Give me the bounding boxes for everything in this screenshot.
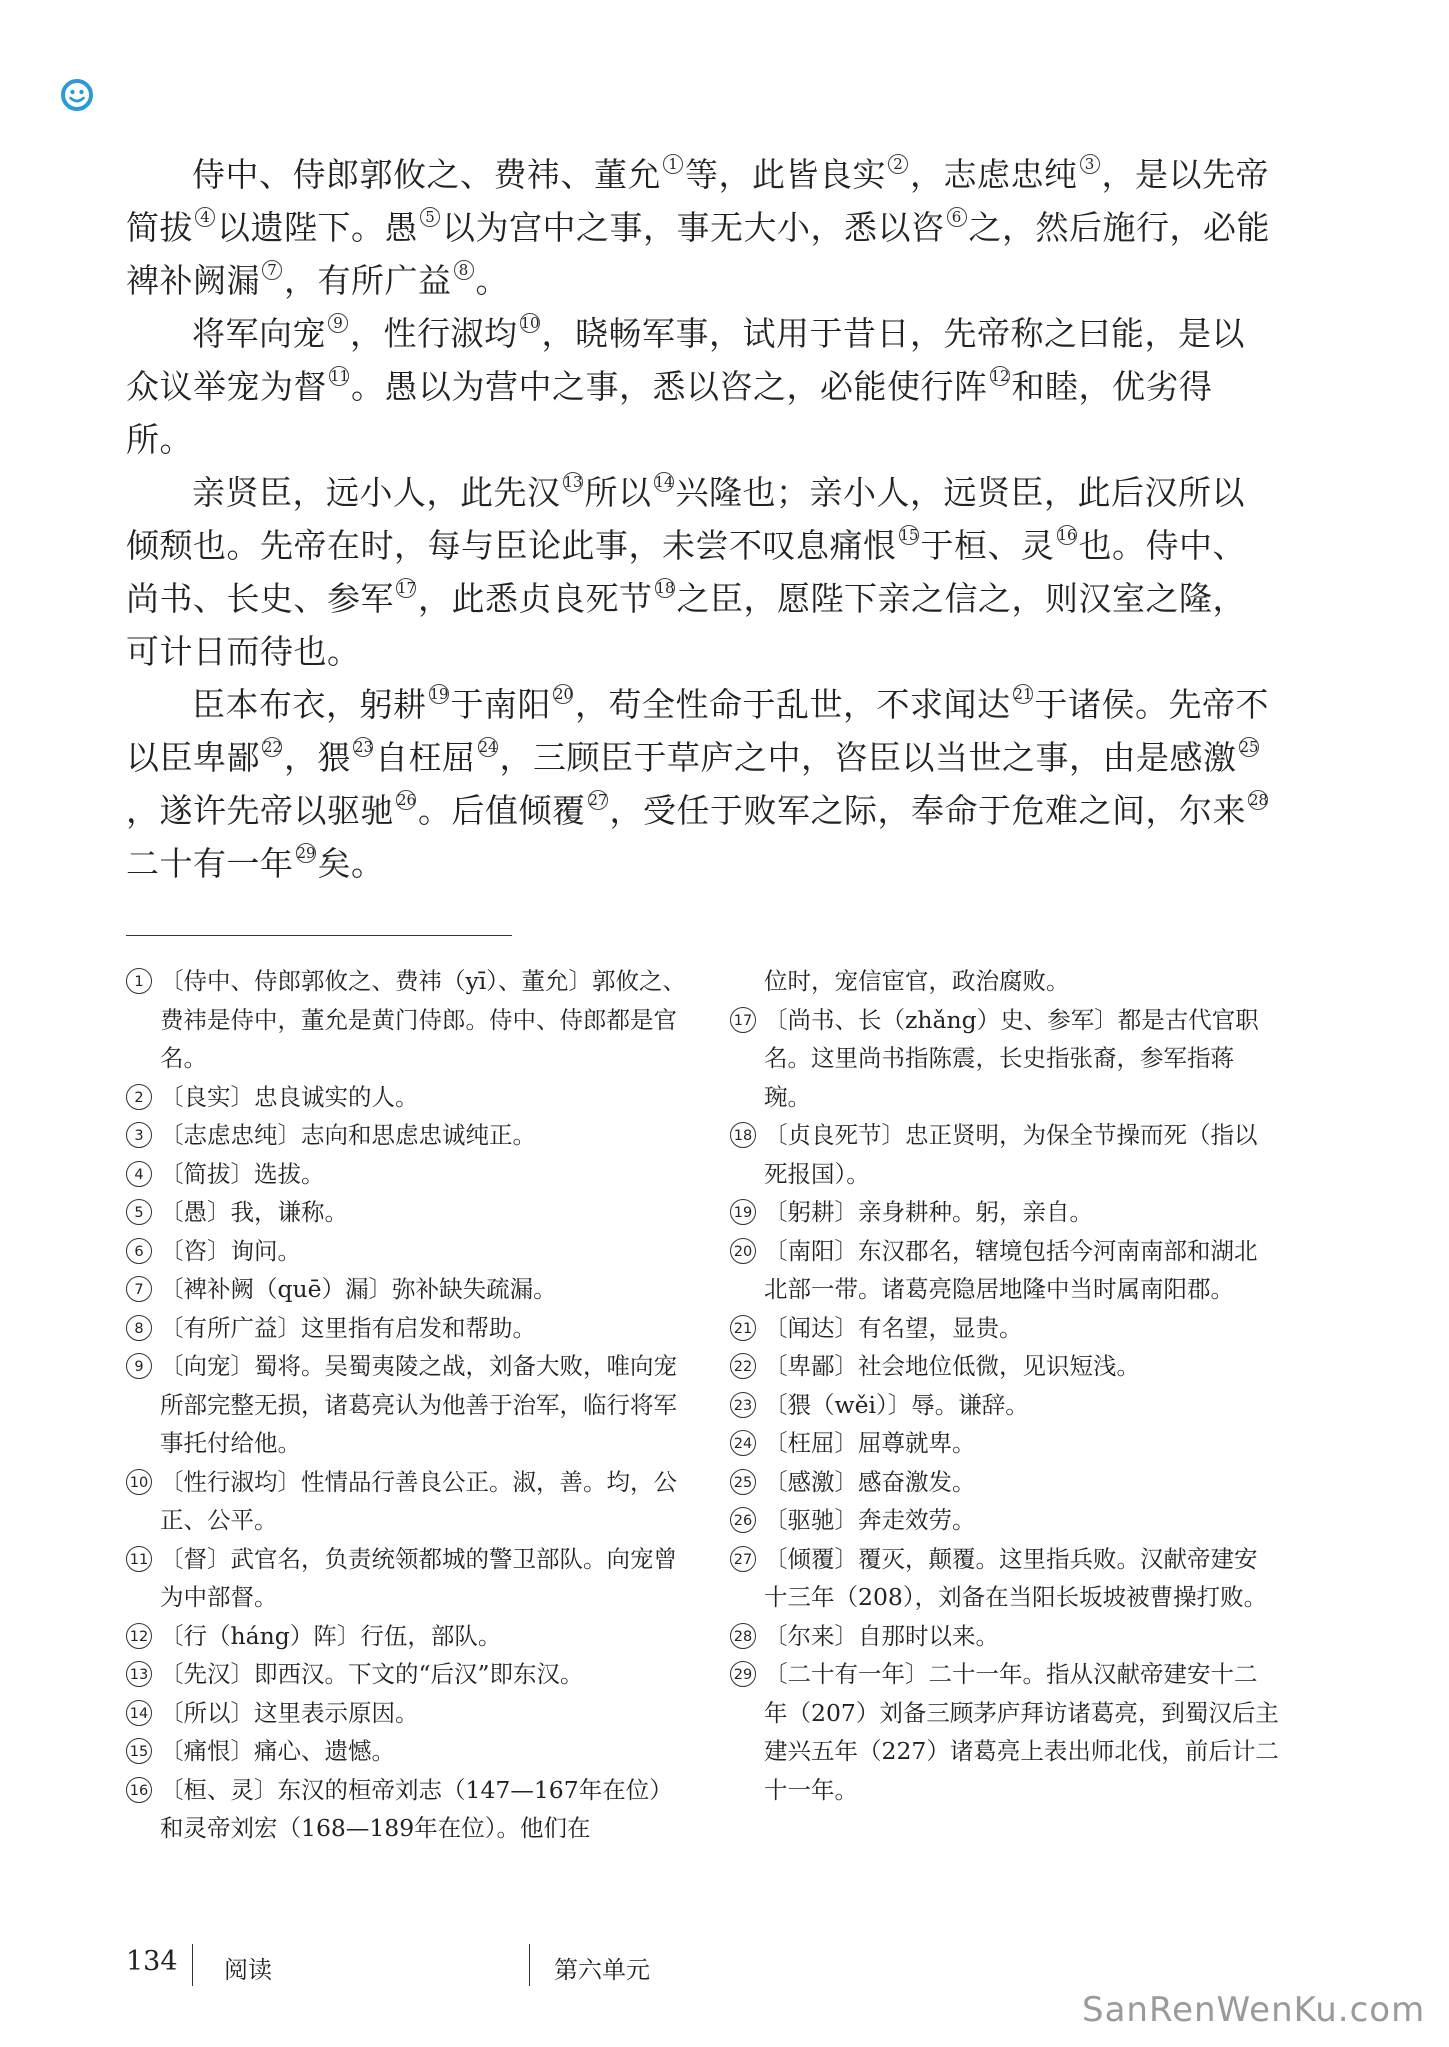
footnote-number: 7 (126, 1276, 152, 1302)
footnote-text: 位时，宠信宦官，政治腐败。 (764, 967, 1070, 995)
main-text (126, 148, 1270, 890)
body-text: ，猥 (284, 738, 351, 777)
footnote-text: 〔所以〕这里表示原因。 (160, 1698, 419, 1727)
footnote-number: 29 (730, 1661, 756, 1687)
body-text: 自枉屈 (375, 738, 476, 777)
body-text: ，遂许先帝以驱驰 (126, 791, 394, 830)
footnote-number: 4 (126, 1161, 152, 1187)
footnote-item (730, 1617, 1280, 1656)
footnote-item (126, 1694, 688, 1733)
footnote-marker: 3 (1080, 154, 1100, 174)
footnote-marker: 12 (990, 367, 1010, 385)
footnotes-right-column (730, 962, 1280, 1809)
page-number: 134 (126, 1946, 178, 1977)
footnote-text: 〔先汉〕即西汉。下文的“后汉”即东汉。 (160, 1660, 584, 1688)
footnote-item (126, 1270, 688, 1309)
footer-divider (529, 1944, 530, 1986)
footnote-text: 〔简拔〕选拔。 (160, 1159, 325, 1188)
footnote-number: 9 (126, 1353, 152, 1379)
footnote-marker: 11 (330, 367, 350, 385)
body-paragraph (126, 678, 1270, 890)
footnote-item (126, 1232, 688, 1271)
body-text: ，受任于败军之际，奉命于危难之间，尔来 (609, 791, 1246, 830)
footnote-number: 11 (126, 1546, 152, 1572)
footnote-item (730, 1193, 1280, 1232)
footnote-marker: 18 (655, 579, 675, 597)
footnote-item (730, 962, 1280, 1001)
footnote-text: 〔裨补阙（quē）漏〕弥补缺失疏漏。 (160, 1275, 557, 1303)
page-footer (126, 1944, 686, 1988)
footnote-text: 〔猥（wěi）〕辱。谦辞。 (764, 1390, 1029, 1419)
footnote-text: 〔志虑忠纯〕志向和思虑忠诚纯正。 (160, 1121, 536, 1149)
footnote-marker: 23 (354, 738, 374, 756)
footnote-marker: 1 (663, 154, 683, 174)
footnote-item (730, 1001, 1280, 1117)
footnote-text: 〔卑鄙〕社会地位低微，见识短浅。 (764, 1352, 1140, 1380)
footnote-text: 〔侍中、侍郎郭攸之、费祎（yī）、董允〕郭攸之、费祎是侍中，董允是黄门侍郎。侍中、侍郎都是官名。 (160, 967, 687, 1072)
body-text: ，志虑忠纯 (910, 155, 1078, 194)
footnote-text: 〔咨〕询问。 (160, 1236, 301, 1265)
footnote-item (126, 1155, 688, 1194)
footnote-text: 〔痛恨〕痛心、遗憾。 (160, 1737, 395, 1765)
body-text: 兴隆也；亲小人，远贤臣，此后汉所以倾颓也。先帝在时，每与臣论此事，未尝不叹息痛恨 (126, 473, 1245, 565)
body-paragraph (126, 148, 1270, 307)
footnote-text: 〔枉屈〕屈尊就卑。 (764, 1429, 976, 1457)
footnote-number: 6 (126, 1238, 152, 1264)
body-text: 之臣，愿陛下亲之信之，则汉室之隆，可计日而待也。 (126, 579, 1246, 671)
footnote-number: 8 (126, 1315, 152, 1341)
footnote-marker: 6 (947, 207, 967, 227)
footnote-marker: 26 (397, 791, 417, 809)
body-text: 矣。 (317, 844, 385, 883)
footnote-item (126, 1463, 688, 1540)
footer-divider (192, 1944, 193, 1986)
footnote-number: 14 (126, 1700, 152, 1726)
body-text: 之，然后施行，必能裨补阙漏 (126, 208, 1270, 300)
footnote-marker: 15 (899, 526, 919, 544)
body-text: 所以 (584, 473, 652, 512)
footnote-item (730, 1463, 1280, 1502)
footnote-item (126, 1347, 688, 1463)
footnote-marker: 21 (1013, 685, 1033, 703)
body-text: 。后值倾覆 (418, 791, 586, 830)
footnote-item (730, 1309, 1280, 1348)
footnote-number: 10 (126, 1469, 152, 1495)
footnote-marker: 8 (454, 260, 474, 280)
body-text: 于诸侯。先帝不以臣卑鄙 (126, 685, 1269, 777)
body-text: 于南阳 (450, 685, 551, 724)
body-paragraph (126, 466, 1270, 678)
footnote-marker: 10 (520, 314, 540, 332)
footnote-item (126, 1732, 688, 1771)
footnote-item (730, 1501, 1280, 1540)
footnote-item (730, 1347, 1280, 1386)
footnote-marker: 20 (554, 685, 574, 703)
footnote-marker: 17 (397, 579, 417, 597)
footnote-text: 〔性行淑均〕性情品行善良公正。淑，善。均，公正、公平。 (160, 1467, 677, 1534)
footnote-number: 28 (730, 1623, 756, 1649)
footnote-number (730, 968, 756, 994)
footnote-text: 〔行（háng）阵〕行伍，部队。 (160, 1621, 502, 1650)
footnote-item (126, 1078, 688, 1117)
footnote-number: 23 (730, 1392, 756, 1418)
footnote-number: 27 (730, 1546, 756, 1572)
footnote-number: 1 (126, 968, 152, 994)
body-text: ，是以先帝简拔 (126, 155, 1269, 247)
footnote-marker: 19 (429, 685, 449, 703)
footnote-text: 〔督〕武官名，负责统领都城的警卫部队。向宠曾为中部督。 (160, 1544, 677, 1611)
body-text: ，苟全性命于乱世，不求闻达 (575, 685, 1011, 724)
section-label: 阅读 (224, 1956, 272, 1984)
footnote-text: 〔良实〕忠良诚实的人。 (160, 1082, 419, 1111)
footnote-item (126, 1771, 688, 1848)
footnote-number: 20 (730, 1238, 756, 1264)
body-text: ，晓畅军事，试用于昔日，先帝称之曰能，是以众议举宠为督 (126, 314, 1245, 406)
body-text: ，性行淑均 (350, 314, 518, 353)
footnote-marker: 27 (588, 791, 608, 809)
body-text: ，三顾臣于草庐之中，咨臣以当世之事，由是感激 (499, 738, 1237, 777)
body-text: ，此悉贞良死节 (418, 579, 653, 618)
footnote-number: 3 (126, 1122, 152, 1148)
footnote-text: 〔贞良死节〕忠正贤明，为保全节操而死（指以死报国）。 (764, 1121, 1258, 1188)
footnote-text: 〔愚〕我，谦称。 (160, 1198, 348, 1226)
footnote-marker: 2 (888, 154, 908, 174)
footnote-number: 13 (126, 1661, 152, 1687)
footnote-item (126, 1617, 688, 1656)
body-text: 侍中、侍郎郭攸之、费祎、董允 (192, 155, 661, 194)
footnote-text: 〔躬耕〕亲身耕种。躬，亲自。 (764, 1198, 1093, 1226)
footnote-number: 24 (730, 1430, 756, 1456)
footnote-marker: 25 (1239, 738, 1259, 756)
footnote-marker: 9 (328, 313, 348, 333)
body-text: 臣本布衣，躬耕 (192, 685, 427, 724)
footnote-number: 12 (126, 1623, 152, 1649)
footnote-marker: 13 (563, 473, 583, 491)
footnote-item (730, 1655, 1280, 1809)
footnote-number: 2 (126, 1084, 152, 1110)
footnote-marker: 28 (1249, 791, 1269, 809)
footnote-text: 〔尔来〕自那时以来。 (764, 1621, 999, 1650)
unit-label: 第六单元 (554, 1956, 650, 1984)
footnote-marker: 16 (1057, 526, 1077, 544)
footnote-item (126, 1309, 688, 1348)
footnote-text: 〔尚书、长（zhǎng）史、参军〕都是古代官职名。这里尚书指陈震，长史指张裔，参军指蒋琬。 (764, 1005, 1259, 1111)
footnotes-left-column (126, 962, 688, 1848)
footnote-text: 〔闻达〕有名望，显贵。 (764, 1313, 1023, 1342)
footnote-item (126, 1193, 688, 1232)
footnote-number: 17 (730, 1007, 756, 1033)
footnote-item (730, 1540, 1280, 1617)
footnote-marker: 7 (262, 260, 282, 280)
footnote-marker: 4 (195, 207, 215, 227)
footnote-marker: 24 (478, 738, 498, 756)
body-text: 等，此皆良实 (685, 155, 886, 194)
body-text: 以遗陛下。愚 (217, 208, 418, 247)
footnote-item (730, 1424, 1280, 1463)
footnote-text: 〔桓、灵〕东汉的桓帝刘志（147—167年在位）和灵帝刘宏（168—189年在位）。他们在 (160, 1775, 673, 1842)
body-text: 将军向宠 (192, 314, 326, 353)
footnote-text: 〔南阳〕东汉郡名，辖境包括今河南南部和湖北北部一带。诸葛亮隐居地隆中当时属南阳郡。 (764, 1236, 1258, 1303)
footnote-item (730, 1232, 1280, 1309)
footnote-number: 21 (730, 1315, 756, 1341)
footnote-marker: 22 (263, 738, 283, 756)
body-text: 于桓、灵 (920, 526, 1055, 565)
footnote-number: 19 (730, 1199, 756, 1225)
body-text: 。 (475, 261, 509, 300)
body-paragraph (126, 307, 1270, 466)
footnote-number: 18 (730, 1122, 756, 1148)
footnote-number: 16 (126, 1777, 152, 1803)
footnote-item (730, 1116, 1280, 1193)
smiley-face-icon (60, 78, 94, 112)
footnote-marker: 29 (296, 844, 316, 862)
body-text: 和睦，优劣得所。 (126, 367, 1213, 459)
footnote-divider (126, 935, 512, 936)
footnote-item (126, 1116, 688, 1155)
footnote-text: 〔二十有一年〕二十一年。指从汉献帝建安十二年（207）刘备三顾茅庐拜访诸葛亮，到蜀汉后主建兴五年（227）诸葛亮上表出师北伐，前后计二十一年。 (764, 1660, 1279, 1804)
watermark: SanRenWenKu.com (1082, 1990, 1426, 2030)
body-text: 。愚以为营中之事，悉以咨之，必能使行阵 (351, 367, 988, 406)
footnote-number: 26 (730, 1507, 756, 1533)
footnote-text: 〔向宠〕蜀将。吴蜀夷陵之战，刘备大败，唯向宠所部完整无损，诸葛亮认为他善于治军，临行将军事托付给他。 (160, 1352, 677, 1457)
footnote-number: 5 (126, 1199, 152, 1225)
body-text: 二十有一年 (126, 844, 294, 883)
body-text: 也。侍中、尚书、长史、参军 (126, 526, 1246, 618)
footnote-text: 〔有所广益〕这里指有启发和帮助。 (160, 1313, 536, 1342)
footnote-item (730, 1386, 1280, 1425)
footnote-marker: 5 (420, 207, 440, 227)
body-text: 以为宫中之事，事无大小，悉以咨 (442, 208, 945, 247)
body-text: 亲贤臣，远小人，此先汉 (192, 473, 561, 512)
footnote-item (126, 1655, 688, 1694)
footnote-marker: 14 (654, 473, 674, 491)
footnote-text: 〔驱驰〕奔走效劳。 (764, 1506, 976, 1534)
footnote-number: 25 (730, 1469, 756, 1495)
footnote-item (126, 1540, 688, 1617)
footnote-item (126, 962, 688, 1078)
footnote-text: 〔倾覆〕覆灭，颠覆。这里指兵败。汉献帝建安十三年（208），刘备在当阳长坂坡被曹操打败。 (764, 1544, 1268, 1611)
footnote-text: 〔感激〕感奋激发。 (764, 1467, 976, 1496)
body-text: ，有所广益 (284, 261, 452, 300)
footnote-number: 22 (730, 1353, 756, 1379)
footnote-number: 15 (126, 1738, 152, 1764)
